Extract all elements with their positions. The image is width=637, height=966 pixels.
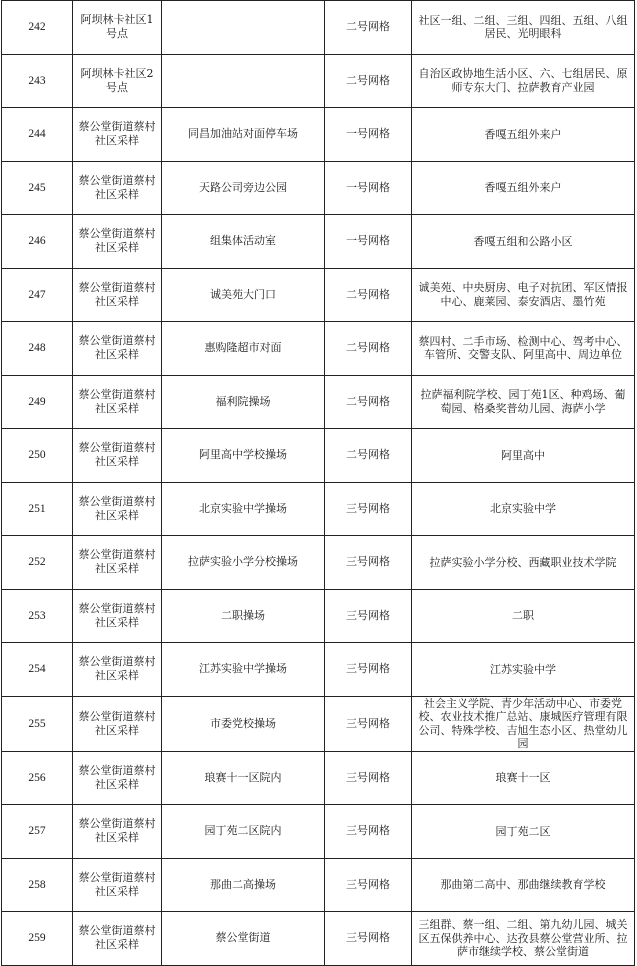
coverage-area-cell: 那曲第二高中、那曲继续教育学校 xyxy=(412,858,635,912)
location-cell: 蔡公堂街道 xyxy=(162,912,325,966)
community-cell: 蔡公堂街道蔡村社区采样 xyxy=(73,268,162,322)
location-cell: 琅赛十一区院内 xyxy=(162,751,325,805)
row-number-cell: 257 xyxy=(2,805,73,859)
table-row xyxy=(2,912,635,966)
row-number-cell: 254 xyxy=(2,643,73,697)
community-cell: 蔡公堂街道蔡村社区采样 xyxy=(73,429,162,483)
community-cell: 蔡公堂街道蔡村社区采样 xyxy=(73,375,162,429)
grid-cell: 一号网格 xyxy=(325,161,412,215)
grid-cell: 三号网格 xyxy=(325,482,412,536)
table-row xyxy=(2,322,635,376)
coverage-area-cell: 自治区政协地生活小区、六、七组居民、原师专东大门、拉萨教育产业园 xyxy=(412,54,635,108)
community-cell: 蔡公堂街道蔡村社区采样 xyxy=(73,589,162,643)
row-number-cell: 243 xyxy=(2,54,73,108)
row-number-cell: 249 xyxy=(2,375,73,429)
location-cell: 天路公司旁边公园 xyxy=(162,161,325,215)
location-cell: 福利院操场 xyxy=(162,375,325,429)
table-row xyxy=(2,54,635,108)
location-cell: 组集体活动室 xyxy=(162,215,325,269)
location-cell xyxy=(162,1,325,55)
grid-cell: 三号网格 xyxy=(325,805,412,859)
row-number-cell: 242 xyxy=(2,1,73,55)
table-row xyxy=(2,858,635,912)
table-row xyxy=(2,161,635,215)
row-number-cell: 246 xyxy=(2,215,73,269)
grid-cell: 二号网格 xyxy=(325,375,412,429)
table-row xyxy=(2,482,635,536)
coverage-area-cell: 园丁苑二区 xyxy=(412,805,635,859)
table-row xyxy=(2,375,635,429)
community-cell: 阿坝林卡社区1号点 xyxy=(73,1,162,55)
row-number-cell: 259 xyxy=(2,912,73,966)
grid-cell: 三号网格 xyxy=(325,589,412,643)
row-number-cell: 258 xyxy=(2,858,73,912)
sampling-sites-table xyxy=(1,0,635,966)
community-cell: 蔡公堂街道蔡村社区采样 xyxy=(73,108,162,162)
location-cell: 阿里高中学校操场 xyxy=(162,429,325,483)
coverage-area-cell: 拉萨实验小学分校、西藏职业技术学院 xyxy=(412,536,635,590)
table-row xyxy=(2,1,635,55)
community-cell: 蔡公堂街道蔡村社区采样 xyxy=(73,912,162,966)
table-row xyxy=(2,215,635,269)
coverage-area-cell: 香嘎五组外来户 xyxy=(412,108,635,162)
community-cell: 蔡公堂街道蔡村社区采样 xyxy=(73,536,162,590)
grid-cell: 二号网格 xyxy=(325,429,412,483)
location-cell: 惠购隆超市对面 xyxy=(162,322,325,376)
location-cell xyxy=(162,54,325,108)
table-row xyxy=(2,643,635,697)
grid-cell: 二号网格 xyxy=(325,322,412,376)
table-row xyxy=(2,108,635,162)
location-cell: 北京实验中学操场 xyxy=(162,482,325,536)
community-cell: 蔡公堂街道蔡村社区采样 xyxy=(73,805,162,859)
coverage-area-cell: 香嘎五组外来户 xyxy=(412,161,635,215)
row-number-cell: 253 xyxy=(2,589,73,643)
location-cell: 拉萨实验小学分校操场 xyxy=(162,536,325,590)
community-cell: 蔡公堂街道蔡村社区采样 xyxy=(73,643,162,697)
coverage-area-cell: 社区一组、二组、三组、四组、五组、八组居民、光明眼科 xyxy=(412,1,635,55)
grid-cell: 一号网格 xyxy=(325,108,412,162)
grid-cell: 二号网格 xyxy=(325,1,412,55)
community-cell: 蔡公堂街道蔡村社区采样 xyxy=(73,696,162,751)
table-row xyxy=(2,751,635,805)
location-cell: 园丁苑二区院内 xyxy=(162,805,325,859)
grid-cell: 三号网格 xyxy=(325,751,412,805)
coverage-area-cell: 拉萨福利院学校、园丁苑1区、种鸡场、葡萄园、格桑奖普幼儿园、海萨小学 xyxy=(412,375,635,429)
coverage-area-cell: 二职 xyxy=(412,589,635,643)
location-cell: 二职操场 xyxy=(162,589,325,643)
table-body xyxy=(2,1,635,966)
location-cell: 江苏实验中学操场 xyxy=(162,643,325,697)
coverage-area-cell: 香嘎五组和公路小区 xyxy=(412,215,635,269)
row-number-cell: 251 xyxy=(2,482,73,536)
table-row xyxy=(2,536,635,590)
grid-cell: 三号网格 xyxy=(325,643,412,697)
table-row xyxy=(2,805,635,859)
coverage-area-cell: 北京实验中学 xyxy=(412,482,635,536)
community-cell: 蔡公堂街道蔡村社区采样 xyxy=(73,751,162,805)
row-number-cell: 248 xyxy=(2,322,73,376)
table-row xyxy=(2,268,635,322)
grid-cell: 二号网格 xyxy=(325,54,412,108)
community-cell: 蔡公堂街道蔡村社区采样 xyxy=(73,161,162,215)
row-number-cell: 244 xyxy=(2,108,73,162)
community-cell: 蔡公堂街道蔡村社区采样 xyxy=(73,322,162,376)
community-cell: 蔡公堂街道蔡村社区采样 xyxy=(73,215,162,269)
coverage-area-cell: 诚美苑、中央厨房、电子对抗团、军区情报中心、鹿莱园、泰安酒店、墨竹苑 xyxy=(412,268,635,322)
coverage-area-cell: 三组群、蔡一组、二组、第九幼儿园、城关区五保供养中心、达孜县蔡公堂营业所、拉萨市继续学校、蔡公堂街道 xyxy=(412,912,635,966)
row-number-cell: 250 xyxy=(2,429,73,483)
grid-cell: 三号网格 xyxy=(325,696,412,751)
row-number-cell: 255 xyxy=(2,696,73,751)
community-cell: 蔡公堂街道蔡村社区采样 xyxy=(73,858,162,912)
coverage-area-cell: 蔡四村、二手市场、检测中心、驾考中心、车管所、交警支队、阿里高中、周边单位 xyxy=(412,322,635,376)
community-cell: 阿坝林卡社区2号点 xyxy=(73,54,162,108)
grid-cell: 三号网格 xyxy=(325,912,412,966)
coverage-area-cell: 琅赛十一区 xyxy=(412,751,635,805)
location-cell: 那曲二高操场 xyxy=(162,858,325,912)
location-cell: 市委党校操场 xyxy=(162,696,325,751)
grid-cell: 一号网格 xyxy=(325,215,412,269)
table-row xyxy=(2,429,635,483)
table-row xyxy=(2,589,635,643)
coverage-area-cell: 阿里高中 xyxy=(412,429,635,483)
coverage-area-cell: 社会主义学院、青少年活动中心、市委党校、农业技术推广总站、康城医疗管理有限公司、特殊学校、吉旭生态小区、热堂幼儿园 xyxy=(412,696,635,751)
table-row xyxy=(2,696,635,751)
row-number-cell: 256 xyxy=(2,751,73,805)
grid-cell: 二号网格 xyxy=(325,268,412,322)
row-number-cell: 247 xyxy=(2,268,73,322)
coverage-area-cell: 江苏实验中学 xyxy=(412,643,635,697)
grid-cell: 三号网格 xyxy=(325,858,412,912)
grid-cell: 三号网格 xyxy=(325,536,412,590)
community-cell: 蔡公堂街道蔡村社区采样 xyxy=(73,482,162,536)
location-cell: 同昌加油站对面停车场 xyxy=(162,108,325,162)
row-number-cell: 252 xyxy=(2,536,73,590)
location-cell: 诚美苑大门口 xyxy=(162,268,325,322)
row-number-cell: 245 xyxy=(2,161,73,215)
